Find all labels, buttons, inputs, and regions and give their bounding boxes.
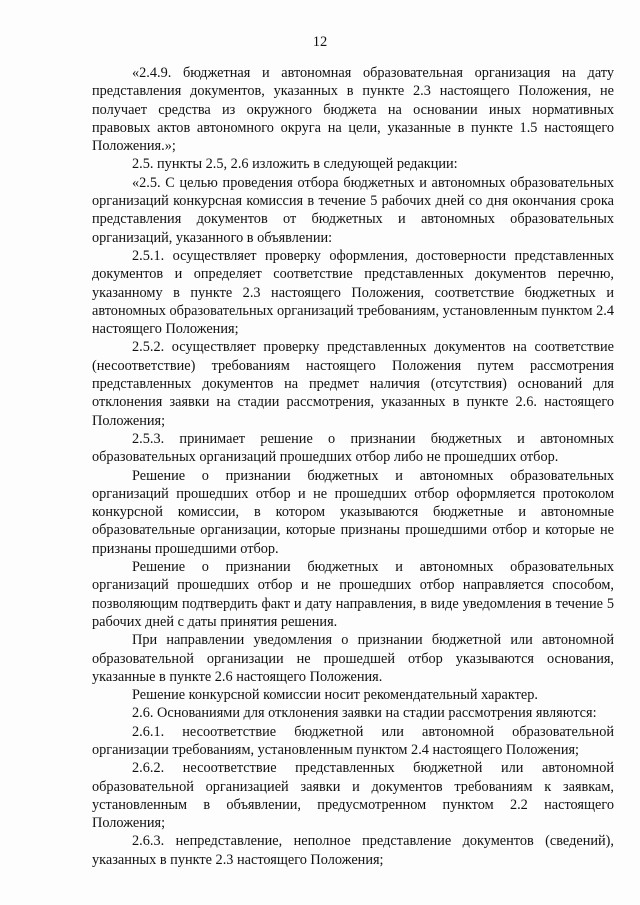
page-number: 12 <box>312 34 328 50</box>
paragraph-decision-protocol: Решение о признании бюджетных и автономных образовательных организаций прошедших отбор и не прошедших отбор оформляется протоколом конкурсной комиссии, в котором указываются бюджетные и автономные образовательные организации, которые признаны прошедшими отбор и которые не признаны прошедшими отбор. <box>92 467 614 557</box>
paragraph-2-6-2: 2.6.2. несоответствие представленных бюджетной или автономной образовательной организацией заявки и документов требованиям к заявкам, установленным в объявлении, предусмотренном пунктом 2.2 настоящего Положения; <box>92 760 614 832</box>
paragraph-amendment-intro: 2.5. пункты 2.5, 2.6 изложить в следующей редакции: <box>132 156 458 173</box>
paragraph-2-6: 2.6. Основаниями для отклонения заявки на стадии рассмотрения являются: <box>132 705 597 722</box>
paragraph-2-5-2: 2.5.2. осуществляет проверку представленных документов на соответствие (несоответствие) требованиям настоящего Положения путем рассмотрения представленных документов на предмет наличия (отсутствия) оснований для отклонения заявки на стадии рассмотрения, указанных в пункте 2.6. настоящего Положения; <box>92 339 614 429</box>
paragraph-2-5: «2.5. С целью проведения отбора бюджетных и автономных образовательных организаций конкурсная комиссия в течение 5 рабочих дней со дня окончания срока представления документов от бюджетных и автономных образовательных организаций, указанного в объявлении: <box>92 174 614 246</box>
paragraph-advisory-decision: Решение конкурсной комиссии носит рекомендательный характер. <box>132 687 538 704</box>
paragraph-decision-notification: Решение о признании бюджетных и автономных образовательных организаций прошедших отбор и не прошедших отбор направляется способом, позволяющим подтвердить факт и дату направления, в виде уведомления в течение 5 рабочих дней с даты принятия решения. <box>92 559 614 630</box>
paragraph-2-4-9: «2.4.9. бюджетная и автономная образовательная организация на дату представления документов, указанных в пункте 2.3 настоящего Положения, не получает средства из окружного бюджета на основании иных нормативных правовых актов автономного округа на цели, указанные в пункте 1.5 настоящего Положения.»; <box>92 65 614 155</box>
paragraph-2-6-3: 2.6.3. непредставление, неполное представление документов (сведений), указанных в пункте 2.3 настоящего Положения; <box>92 833 614 868</box>
document-body <box>92 64 614 869</box>
paragraph-2-5-3: 2.5.3. принимает решение о признании бюджетных и автономных образовательных организаций прошедших отбор либо не прошедших отбор. <box>92 430 614 466</box>
paragraph-rejection-grounds-note: При направлении уведомления о признании бюджетной или автономной образовательной организации не прошедшей отбор указываются основания, указанные в пункте 2.6 настоящего Положения. <box>92 632 614 685</box>
paragraph-2-5-1: 2.5.1. осуществляет проверку оформления, достоверности представленных документов и определяет соответствие представленных документов перечню, указанному в пункте 2.3 настоящего Положения, соответствие бюджетных и автономных образовательных организаций требованиям, установленным пунктом 2.4 настоящего Положения; <box>92 247 614 338</box>
paragraph-2-6-1: 2.6.1. несоответствие бюджетной или автономной образовательной организации требованиям, установленным пунктом 2.4 настоящего Положения; <box>92 723 614 758</box>
